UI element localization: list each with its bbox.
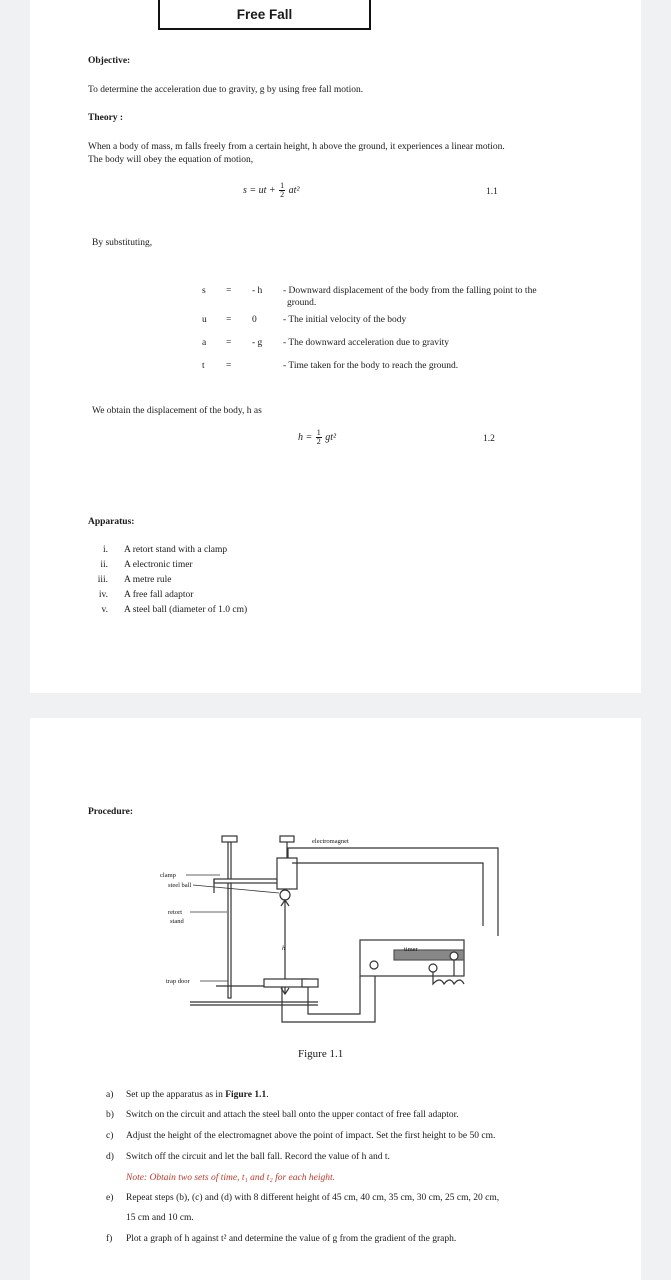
eq2-left: h = (298, 431, 313, 443)
var-equals: = (226, 361, 232, 371)
eq2-right: gt² (325, 431, 337, 443)
step-label: c) (106, 1131, 114, 1141)
var-equals: = (226, 315, 232, 325)
theory-line-2: The body will obey the equation of motion, (88, 155, 254, 165)
apparatus-item-text: A free fall adaptor (124, 590, 194, 600)
eq1-den: 2 (280, 190, 285, 199)
substituting-text: By substituting, (92, 238, 153, 248)
step-text-pre: Switch on the circuit and attach the steel ball onto the upper contact of free fall adaptor. (126, 1110, 459, 1120)
var-description: - The downward acceleration due to gravity (283, 338, 450, 348)
equation-1-2-number: 1.2 (483, 434, 495, 444)
var-value: - h (252, 286, 263, 296)
apparatus-item-number: i. (102, 545, 108, 555)
var-description: - The initial velocity of the body (283, 315, 407, 325)
figure-caption: Figure 1.1 (298, 1048, 344, 1060)
var-symbol: a (202, 338, 207, 348)
var-description-continued: ground. (287, 298, 317, 308)
apparatus-heading: Apparatus: (88, 517, 135, 527)
step-f-text: Plot a graph of h against t² and determine the value of g from the gradient of the graph. (126, 1234, 457, 1244)
apparatus-item-number: iii. (97, 575, 108, 585)
step-text (126, 1131, 495, 1141)
label-retort: retort (168, 909, 183, 916)
eq1-num: 1 (280, 181, 285, 190)
free-fall-apparatus-figure (30, 718, 641, 1058)
step-text-pre: Switch off the circuit and let the ball fall. Record the value of h and t. (126, 1152, 390, 1162)
var-value: - g (252, 338, 263, 348)
var-description: - Time taken for the body to reach the ground. (283, 361, 459, 371)
label-clamp: clamp (160, 872, 176, 879)
label-timer: timer (404, 946, 418, 953)
step-label: a) (106, 1090, 114, 1100)
eq1-right: at² (288, 184, 300, 196)
apparatus-item-text: A retort stand with a clamp (124, 545, 228, 555)
equation-1-2 (298, 429, 336, 446)
step-label: b) (106, 1110, 114, 1120)
step-text-bold: Figure 1.1 (225, 1090, 267, 1100)
obtain-text: We obtain the displacement of the body, h as (92, 406, 262, 416)
step-text-pre: Adjust the height of the electromagnet above the point of impact. Set the first height to be 50 cm. (126, 1131, 496, 1141)
page-one (30, 0, 641, 693)
label-steel-ball: steel ball (168, 882, 192, 889)
eq2-den: 2 (316, 437, 321, 446)
procedure-note: Note: Obtain two sets of time, t₁ and t₂ for each height. (126, 1173, 335, 1183)
var-symbol: t (202, 361, 205, 371)
label-h: h (282, 945, 286, 952)
eq1-fraction (279, 182, 285, 199)
var-description: - Downward displacement of the body from the falling point to the (283, 286, 537, 296)
apparatus-item-text: A metre rule (124, 575, 172, 585)
step-text (126, 1152, 390, 1162)
step-f-label: f) (106, 1234, 113, 1244)
apparatus-item-number: ii. (100, 560, 108, 570)
var-equals: = (226, 286, 232, 296)
step-e-label: e) (106, 1193, 114, 1203)
procedure-heading: Procedure: (88, 807, 134, 817)
var-symbol: s (202, 286, 206, 296)
apparatus-item-number: iv. (98, 590, 108, 600)
objective-text: To determine the acceleration due to gravity, g by using free fall motion. (88, 85, 364, 95)
step-text-post: . (266, 1090, 269, 1100)
apparatus-item-text: A steel ball (diameter of 1.0 cm) (124, 605, 248, 615)
theory-line-1: When a body of mass, m falls freely from a certain height, h above the ground, it experiences a linear motion. (88, 142, 505, 152)
step-text-pre: Set up the apparatus as in (126, 1090, 226, 1100)
step-e-line-2: 15 cm and 10 cm. (126, 1213, 194, 1223)
eq2-num: 1 (316, 428, 321, 437)
apparatus-item-number: v. (101, 605, 108, 615)
equation-1-1 (243, 182, 299, 199)
var-equals: = (226, 338, 232, 348)
var-symbol: u (202, 315, 207, 325)
var-value: 0 (252, 315, 257, 325)
label-stand: stand (170, 918, 184, 925)
page-two (30, 718, 641, 1280)
page-title: Free Fall (158, 0, 371, 30)
step-label: d) (106, 1152, 114, 1162)
label-electromagnet: electromagnet (312, 838, 349, 845)
label-trap-door: trap door (166, 978, 190, 985)
apparatus-item-text: A electronic timer (124, 560, 193, 570)
step-e-line-1: Repeat steps (b), (c) and (d) with 8 different height of 45 cm, 40 cm, 35 cm, 30 cm, 25 cm, 20 cm, (126, 1193, 500, 1203)
eq2-fraction (316, 429, 322, 446)
step-text (126, 1110, 459, 1120)
eq1-left: s = ut + (243, 184, 276, 196)
theory-heading: Theory : (88, 113, 124, 123)
step-text (126, 1090, 269, 1100)
equation-1-1-number: 1.1 (486, 187, 498, 197)
objective-heading: Objective: (88, 56, 131, 66)
